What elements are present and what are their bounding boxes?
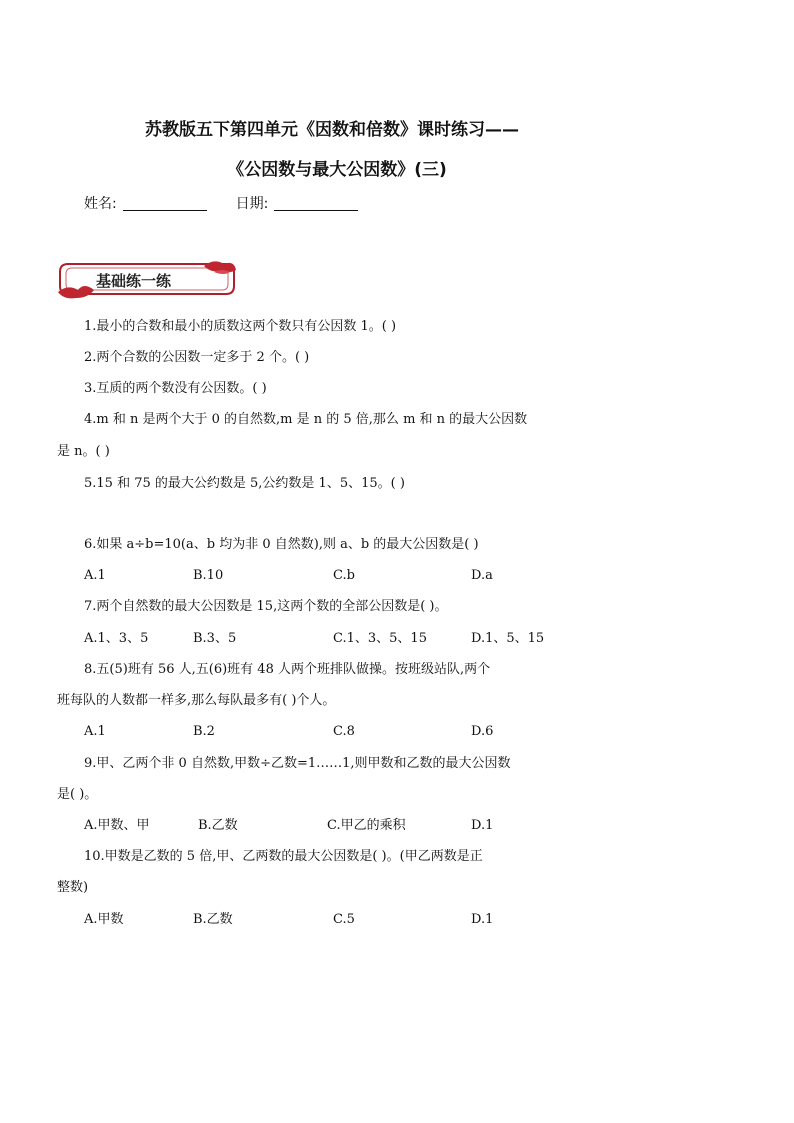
question-4-line1: 4.m 和 n 是两个大于 0 的自然数,m 是 n 的 5 倍,那么 m 和 n 的最大公因数 bbox=[84, 412, 528, 427]
question-8-option-a: A.1 bbox=[84, 724, 106, 739]
question-6-option-c: C.b bbox=[333, 568, 355, 583]
question-3: 3.互质的两个数没有公因数。( ) bbox=[84, 381, 267, 396]
question-6: 6.如果 a÷b=10(a、b 均为非 0 自然数),则 a、b 的最大公因数是( ) bbox=[84, 537, 479, 552]
question-8-option-c: C.8 bbox=[333, 724, 355, 739]
question-10-option-c: C.5 bbox=[333, 912, 355, 927]
question-9-line1: 9.甲、乙两个非 0 自然数,甲数÷乙数=1……1,则甲数和乙数的最大公因数 bbox=[84, 756, 511, 771]
date-blank[interactable] bbox=[274, 196, 358, 211]
question-7: 7.两个自然数的最大公因数是 15,这两个数的全部公因数是( )。 bbox=[84, 599, 448, 614]
section-banner-label: 基础练一练 bbox=[96, 272, 172, 290]
question-9-option-b: B.乙数 bbox=[198, 818, 238, 833]
question-8-line2: 班每队的人数都一样多,那么每队最多有( )个人。 bbox=[57, 693, 336, 708]
question-8-line1: 8.五(5)班有 56 人,五(6)班有 48 人两个班排队做操。按班级站队,两个 bbox=[84, 662, 491, 677]
question-7-option-d: D.1、5、15 bbox=[471, 631, 545, 646]
question-10-option-b: B.乙数 bbox=[193, 912, 233, 927]
question-8-option-d: D.6 bbox=[471, 724, 494, 739]
question-7-option-a: A.1、3、5 bbox=[84, 631, 149, 646]
question-6-option-a: A.1 bbox=[84, 568, 106, 583]
question-6-option-d: D.a bbox=[471, 568, 493, 583]
name-label: 姓名: bbox=[84, 196, 117, 212]
question-1: 1.最小的合数和最小的质数这两个数只有公因数 1。( ) bbox=[84, 319, 397, 334]
question-10-option-a: A.甲数 bbox=[84, 912, 124, 927]
page-subtitle: 《公因数与最大公因数》(三) bbox=[227, 160, 447, 180]
name-blank[interactable] bbox=[123, 196, 207, 211]
question-8-option-b: B.2 bbox=[193, 724, 215, 739]
question-9-line2: 是( )。 bbox=[57, 787, 98, 802]
question-10-option-d: D.1 bbox=[471, 912, 494, 927]
question-6-option-b: B.10 bbox=[193, 568, 224, 583]
question-10-line2: 整数) bbox=[57, 880, 89, 895]
date-label: 日期: bbox=[235, 196, 269, 212]
question-7-option-c: C.1、3、5、15 bbox=[333, 631, 427, 646]
question-9-option-d: D.1 bbox=[471, 818, 494, 833]
question-5: 5.15 和 75 的最大公约数是 5,公约数是 1、5、15。( ) bbox=[84, 476, 405, 491]
question-2: 2.两个合数的公因数一定多于 2 个。( ) bbox=[84, 350, 310, 365]
question-4-line2: 是 n。( ) bbox=[57, 444, 110, 459]
student-info bbox=[84, 193, 358, 213]
question-9-option-a: A.甲数、甲 bbox=[84, 818, 150, 833]
question-7-option-b: B.3、5 bbox=[193, 631, 237, 646]
page-title: 苏教版五下第四单元《因数和倍数》课时练习—— bbox=[145, 120, 519, 140]
question-9-option-c: C.甲乙的乘积 bbox=[327, 818, 406, 833]
question-10-line1: 10.甲数是乙数的 5 倍,甲、乙两数的最大公因数是( )。(甲乙两数是正 bbox=[84, 849, 483, 864]
